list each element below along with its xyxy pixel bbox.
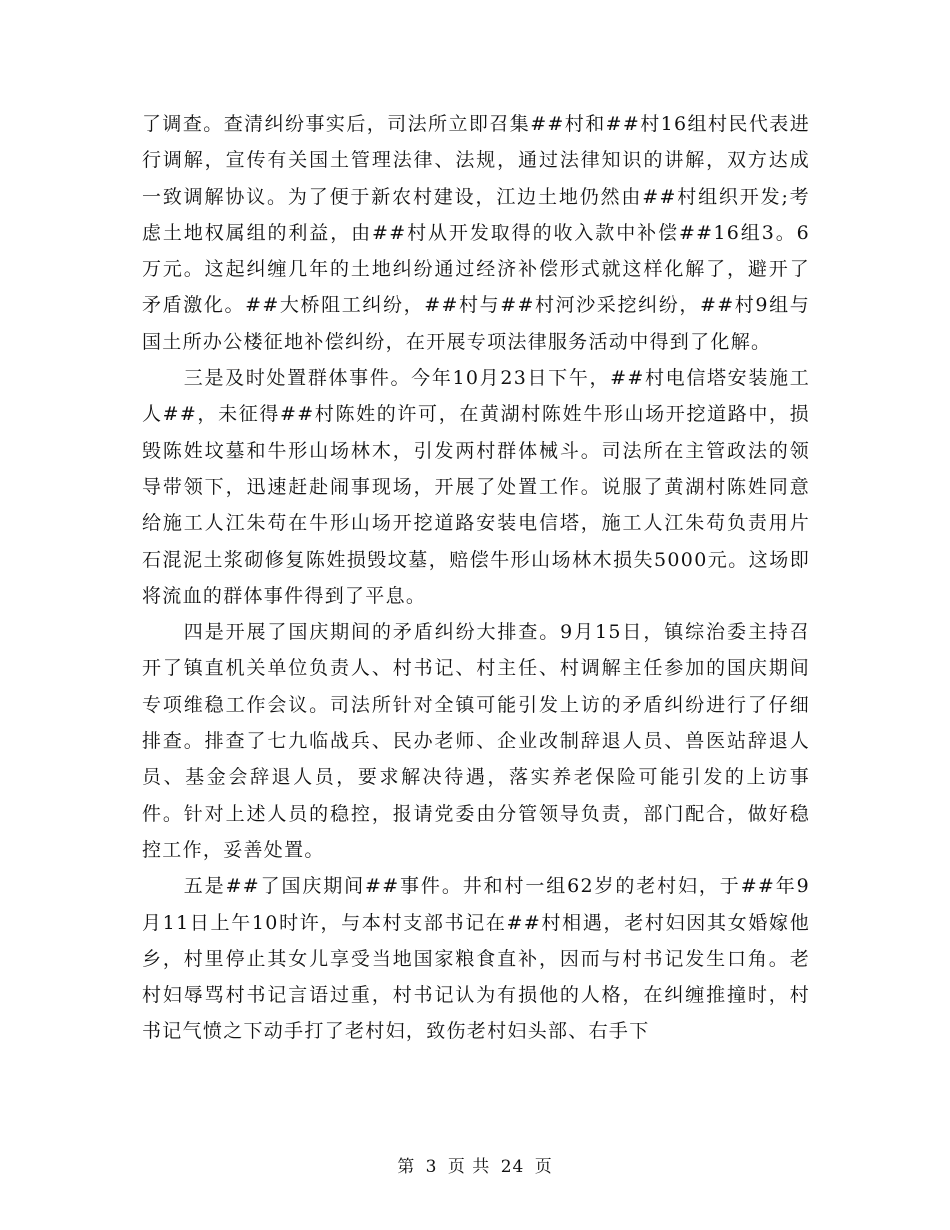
paragraph-2: 三是及时处置群体事件。今年10月23日下午，##村电信塔安装施工人##，未征得##村陈姓的许可，在黄湖村陈姓牛形山场开挖道路中，损毁陈姓坟墓和牛形山场林木，引发两村群体械斗。司法所在主管政法的领导带领下，迅速赶赴闹事现场，开展了处置工作。说服了黄湖村陈姓同意给施工人江朱苟在牛形山场开挖道路安装电信塔，施工人江朱苟负责用片石混泥土浆砌修复陈姓损毁坟墓，赔偿牛形山场林木损失5000元。这场即将流血的群体事件得到了平息。 [142,367,810,607]
paragraph-4: 五是##了国庆期间##事件。井和村一组62岁的老村妇，于##年9月11日上午10时许，与本村支部书记在##村相遇，老村妇因其女婚嫁他乡，村里停止其女儿享受当地国家粮食直补，因而与村书记发生口角。老村妇辱骂村书记言语过重，村书记认为有损他的人格，在纠缠推撞时，村书记气愤之下动手打了老村妇，致伤老村妇头部、右手下 [142,875,810,1043]
footer-current-page: 3 [425,1157,438,1177]
footer-total-pages: 24 [500,1157,525,1177]
footer-middle: 页 共 [447,1157,491,1177]
page-footer [0,1152,950,1177]
paragraph-1: 了调查。查清纠纷事实后，司法所立即召集##村和##村16组村民代表进行调解，宣传有关国土管理法律、法规，通过法律知识的讲解，双方达成一致调解协议。为了便于新农村建设，江边土地仍然由##村组织开发;考虑土地权属组的利益，由##村从开发取得的收入款中补偿##16组3。6万元。这起纠缠几年的土地纠纷通过经济补偿形式就这样化解了，避开了矛盾激化。##大桥阻工纠纷，##村与##村河沙采挖纠纷，##村9组与国土所办公楼征地补偿纠纷，在开展专项法律服务活动中得到了化解。 [142,113,810,353]
footer-prefix: 第 [397,1157,416,1177]
document-body [142,106,810,1050]
paragraph-3: 四是开展了国庆期间的矛盾纠纷大排查。9月15日，镇综治委主持召开了镇直机关单位负责人、村书记、村主任、村调解主任参加的国庆期间专项维稳工作会议。司法所针对全镇可能引发上访的矛盾纠纷进行了仔细排查。排查了七九临战兵、民办老师、企业改制辞退人员、兽医站辞退人员、基金会辞退人员，要求解决待遇，落实养老保险可能引发的上访事件。针对上述人员的稳控，报请党委由分管领导负责，部门配合，做好稳控工作，妥善处置。 [142,621,810,861]
footer-suffix: 页 [534,1157,553,1177]
